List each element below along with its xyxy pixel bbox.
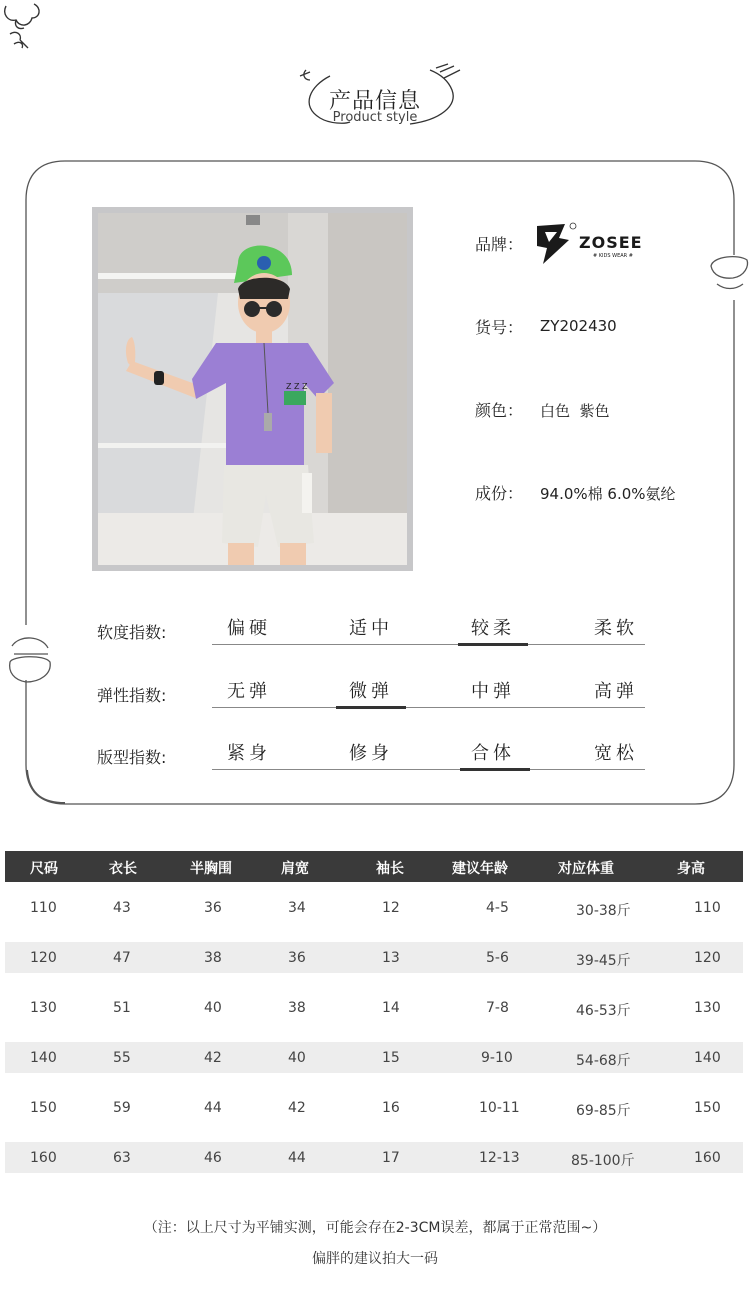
fit-option: 宽松 [594, 743, 638, 764]
table-cell: 120 [30, 950, 57, 966]
table-cell: 4-5 [486, 900, 509, 916]
table-cell: 110 [694, 900, 721, 916]
table-cell: 15 [382, 1050, 400, 1066]
header-height: 身高 [677, 861, 705, 877]
table-cell: 34 [288, 900, 306, 916]
table-cell: 38 [288, 1000, 306, 1016]
softness-scale-line [212, 644, 645, 645]
material-label: 成份： [475, 484, 524, 503]
table-cell: 42 [204, 1050, 222, 1066]
table-cell: 110 [30, 900, 57, 916]
table-cell: 130 [30, 1000, 57, 1016]
item-number-label: 货号： [475, 318, 524, 337]
fit-option: 紧身 [227, 743, 271, 764]
zosee-logo-icon [535, 220, 650, 266]
elasticity-option: 微弹 [349, 681, 393, 702]
table-cell: 160 [694, 1150, 721, 1166]
cloud-ornament-right [703, 248, 750, 298]
color-label: 颜色： [475, 401, 524, 420]
table-cell: 130 [694, 1000, 721, 1016]
table-cell: 46 [204, 1150, 222, 1166]
header-sleeve: 袖长 [376, 861, 404, 877]
table-cell: 17 [382, 1150, 400, 1166]
item-number-value: ZY202430 [540, 317, 617, 335]
sizing-advice: 偏胖的建议拍大一码 [312, 1251, 438, 1267]
fit-option: 修身 [349, 743, 393, 764]
svg-text:ZOSEE: ZOSEE [579, 233, 643, 252]
table-cell: 10-11 [479, 1100, 520, 1116]
table-cell: 38 [204, 950, 222, 966]
softness-option: 柔软 [594, 618, 638, 639]
table-cell: 36 [288, 950, 306, 966]
table-cell: 16 [382, 1100, 400, 1116]
svg-text:# KIDS WEAR #: # KIDS WEAR # [593, 253, 633, 259]
table-cell: 54-68斤 [576, 1053, 631, 1069]
table-cell: 12 [382, 900, 400, 916]
brand-label: 品牌： [475, 235, 524, 254]
header-size: 尺码 [30, 861, 58, 877]
svg-text:Z Z Z: Z Z Z [286, 382, 308, 391]
softness-option: 较柔 [471, 618, 515, 639]
table-cell: 7-8 [486, 1000, 509, 1016]
table-cell: 39-45斤 [576, 953, 631, 969]
table-cell: 40 [288, 1050, 306, 1066]
table-cell: 12-13 [479, 1150, 520, 1166]
softness-option: 适中 [349, 618, 393, 639]
product-photo [92, 207, 413, 571]
cotton-flower-icon [0, 0, 50, 60]
table-cell: 55 [113, 1050, 131, 1066]
table-cell: 36 [204, 900, 222, 916]
table-cell: 44 [204, 1100, 222, 1116]
softness-selected-marker [458, 643, 528, 646]
material-value: 94.0%棉 6.0%氨纶 [540, 485, 676, 503]
brand-logo [535, 220, 650, 266]
header-length: 衣长 [109, 861, 137, 877]
boy-model-illustration [98, 213, 407, 565]
elasticity-option: 中弹 [471, 681, 515, 702]
table-cell: 59 [113, 1100, 131, 1116]
table-cell: 85-100斤 [571, 1153, 635, 1169]
elasticity-option: 高弹 [594, 681, 638, 702]
table-cell: 40 [204, 1000, 222, 1016]
table-cell: 140 [694, 1050, 721, 1066]
section-title: 产品信息 [328, 89, 421, 114]
softness-option: 偏硬 [227, 618, 271, 639]
table-cell: 13 [382, 950, 400, 966]
table-cell: 69-85斤 [576, 1103, 631, 1119]
table-cell: 47 [113, 950, 131, 966]
table-cell: 42 [288, 1100, 306, 1116]
fit-option: 合体 [471, 743, 515, 764]
table-cell: 30-38斤 [576, 903, 631, 919]
measurement-note: （注：以上尺寸为平铺实测，可能会存在2-3CM误差，都属于正常范围~） [143, 1220, 607, 1236]
header-age: 建议年龄 [452, 861, 508, 877]
header-half-chest: 半胸围 [190, 861, 232, 877]
table-cell: 150 [30, 1100, 57, 1116]
table-cell: 140 [30, 1050, 57, 1066]
elasticity-option: 无弹 [227, 681, 271, 702]
table-cell: 5-6 [486, 950, 509, 966]
fit-selected-marker [460, 768, 530, 771]
header-shoulder: 肩宽 [281, 861, 309, 877]
table-cell: 14 [382, 1000, 400, 1016]
table-cell: 63 [113, 1150, 131, 1166]
table-cell: 46-53斤 [576, 1003, 631, 1019]
table-cell: 44 [288, 1150, 306, 1166]
table-cell: 43 [113, 900, 131, 916]
fit-scale-line [212, 769, 645, 770]
elasticity-label: 弹性指数: [97, 686, 167, 705]
color-value: 白色 紫色 [540, 402, 610, 420]
softness-label: 软度指数: [97, 623, 167, 642]
table-cell: 150 [694, 1100, 721, 1116]
cloud-ornament-left [4, 632, 54, 692]
elasticity-selected-marker [336, 706, 406, 709]
table-cell: 9-10 [481, 1050, 513, 1066]
fit-label: 版型指数: [97, 748, 167, 767]
header-weight: 对应体重 [558, 861, 614, 877]
table-cell: 120 [694, 950, 721, 966]
section-subtitle: Product style [332, 110, 418, 125]
table-cell: 160 [30, 1150, 57, 1166]
elasticity-scale-line [212, 707, 645, 708]
table-cell: 51 [113, 1000, 131, 1016]
